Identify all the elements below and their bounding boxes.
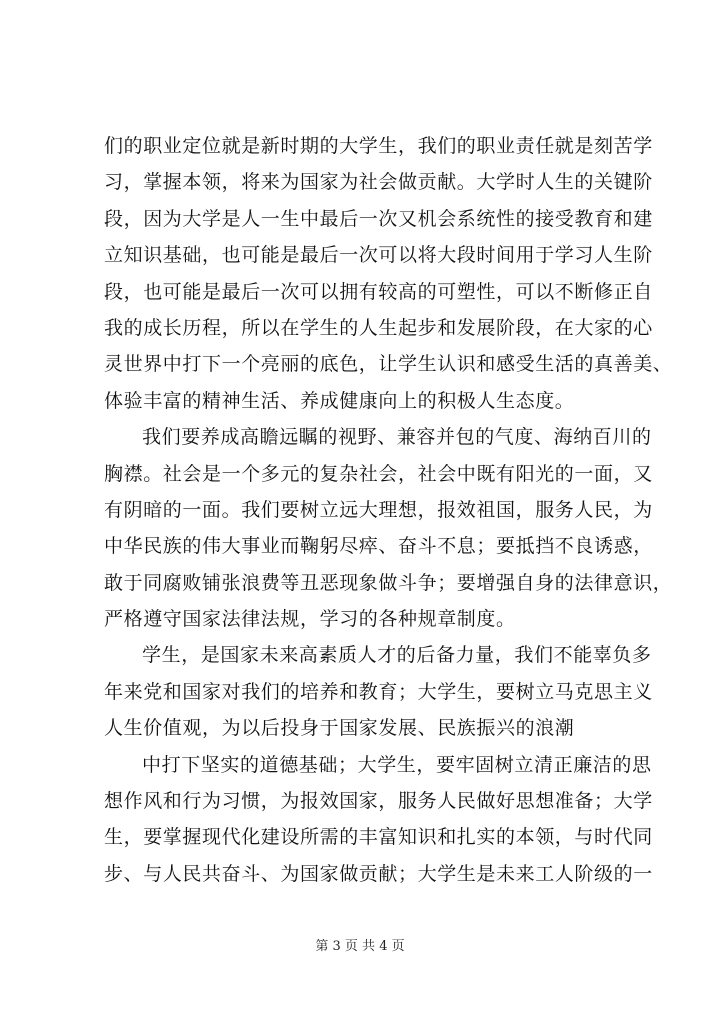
text-line: 体验丰富的精神生活、养成健康向上的积极人生态度。 xyxy=(104,389,575,412)
text-line: 生，要掌握现代化建设所需的丰富知识和扎实的本领，与时代同 xyxy=(104,826,653,849)
document-body xyxy=(104,128,673,892)
text-line: 们的职业定位就是新时期的大学生，我们的职业责任就是刻苦学 xyxy=(104,135,653,157)
text-line: 立知识基础，也可能是最后一次可以将大段时间用于学习人生阶 xyxy=(104,244,653,267)
text-line: 我们要养成高瞻远瞩的视野、兼容并包的气度、海纳百川的 xyxy=(142,426,652,449)
text-line: 灵世界中打下一个亮丽的底色，让学生认识和感受生活的真善美、 xyxy=(104,353,673,376)
text-line: 我的成长历程，所以在学生的人生起步和发展阶段，在大家的心 xyxy=(104,316,653,339)
text-line: 想作风和行为习惯，为报效国家，服务人民做好思想准备；大学 xyxy=(104,790,653,813)
text-line: 有阴暗的一面。我们要树立远大理想，报效祖国，服务人民，为 xyxy=(104,498,653,521)
text-line: 胸襟。社会是一个多元的复杂社会，社会中既有阳光的一面，又 xyxy=(104,462,653,485)
text-line: 严格遵守国家法律法规，学习的各种规章制度。 xyxy=(104,608,516,631)
paragraph-2 xyxy=(104,419,673,637)
text-line: 步、与人民共奋斗、为国家做贡献；大学生是未来工人阶级的一 xyxy=(104,862,653,885)
text-line: 中打下坚实的道德基础；大学生，要牢固树立清正廉洁的思 xyxy=(142,753,652,776)
text-line: 习，掌握本领，将来为国家为社会做贡献。大学时人生的关键阶 xyxy=(104,171,653,194)
paragraph-3 xyxy=(104,637,653,746)
page-number-footer: 第 3 页 共 4 页 xyxy=(315,939,405,954)
paragraph-1 xyxy=(104,128,673,419)
text-line: 段，也可能是最后一次可以拥有较高的可塑性，可以不断修正自 xyxy=(104,280,653,303)
text-line: 段，因为大学是人一生中最后一次又机会系统性的接受教育和建 xyxy=(104,207,653,230)
text-line: 中华民族的伟大事业而鞠躬尽瘁、奋斗不息；要抵挡不良诱惑， xyxy=(104,535,653,558)
text-line: 学生，是国家未来高素质人才的后备力量，我们不能辜负多 xyxy=(142,644,652,667)
text-line: 年来党和国家对我们的培养和教育；大学生，要树立马克思主义 xyxy=(104,680,653,703)
text-line: 敢于同腐败铺张浪费等丑恶现象做斗争；要增强自身的法律意识， xyxy=(104,571,673,594)
text-line: 人生价值观，为以后投身于国家发展、民族振兴的浪潮 xyxy=(104,717,575,740)
paragraph-4 xyxy=(104,747,653,893)
